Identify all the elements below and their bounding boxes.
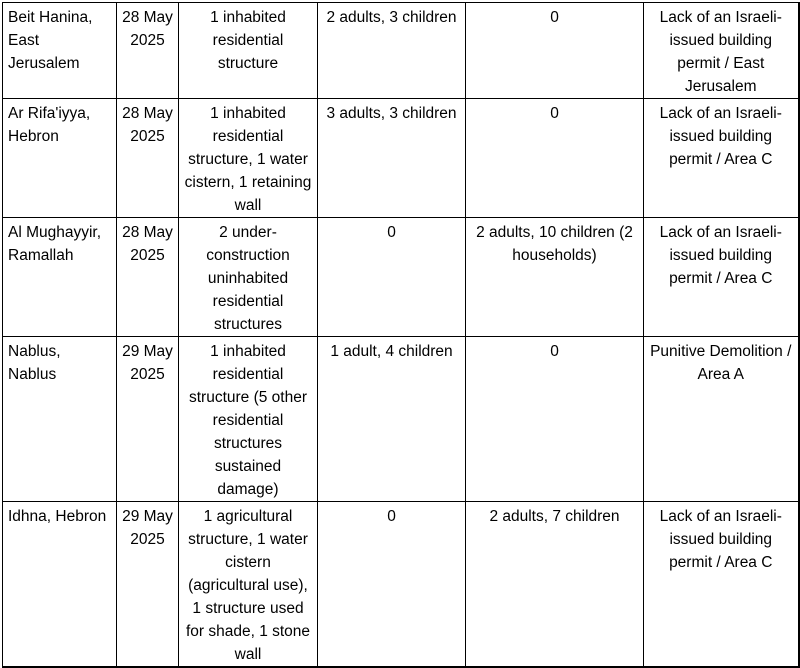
- affected-cell: 2 adults, 7 children: [466, 502, 644, 668]
- reason-cell: Lack of an Israeli-issued building permit / Area C: [644, 218, 799, 337]
- location-cell: Beit Hanina, East Jerusalem: [3, 3, 117, 99]
- location-cell: Al Mughayyir, Ramallah: [3, 218, 117, 337]
- affected-cell: 0: [466, 99, 644, 218]
- table-row: [3, 502, 799, 668]
- structures-cell: 1 inhabited residential structure (5 other residential structures sustained damage): [179, 337, 318, 502]
- structures-cell: 1 inhabited residential structure: [179, 3, 318, 99]
- reason-cell: Lack of an Israeli-issued building permit / Area C: [644, 99, 799, 218]
- location-cell: Nablus, Nablus: [3, 337, 117, 502]
- structures-cell: 2 under-construction uninhabited residential structures: [179, 218, 318, 337]
- displaced-cell: 0: [318, 218, 466, 337]
- demolitions-table: [2, 2, 800, 668]
- table-row: [3, 337, 799, 502]
- structures-cell: 1 agricultural structure, 1 water cistern (agricultural use), 1 structure used for shade, 1 stone wall: [179, 502, 318, 668]
- date-cell: 29 May 2025: [117, 337, 179, 502]
- affected-cell: 2 adults, 10 children (2 households): [466, 218, 644, 337]
- date-cell: 28 May 2025: [117, 218, 179, 337]
- displaced-cell: 0: [318, 502, 466, 668]
- location-cell: Ar Rifa'iyya, Hebron: [3, 99, 117, 218]
- displaced-cell: 2 adults, 3 children: [318, 3, 466, 99]
- displaced-cell: 3 adults, 3 children: [318, 99, 466, 218]
- table-row: [3, 99, 799, 218]
- date-cell: 28 May 2025: [117, 99, 179, 218]
- date-cell: 29 May 2025: [117, 502, 179, 668]
- date-cell: 28 May 2025: [117, 3, 179, 99]
- reason-cell: Punitive Demolition / Area A: [644, 337, 799, 502]
- structures-cell: 1 inhabited residential structure, 1 water cistern, 1 retaining wall: [179, 99, 318, 218]
- table-row: [3, 3, 799, 99]
- location-cell: Idhna, Hebron: [3, 502, 117, 668]
- affected-cell: 0: [466, 3, 644, 99]
- reason-cell: Lack of an Israeli-issued building permit / Area C: [644, 502, 799, 668]
- displaced-cell: 1 adult, 4 children: [318, 337, 466, 502]
- table-row: [3, 218, 799, 337]
- reason-cell: Lack of an Israeli-issued building permit / East Jerusalem: [644, 3, 799, 99]
- affected-cell: 0: [466, 337, 644, 502]
